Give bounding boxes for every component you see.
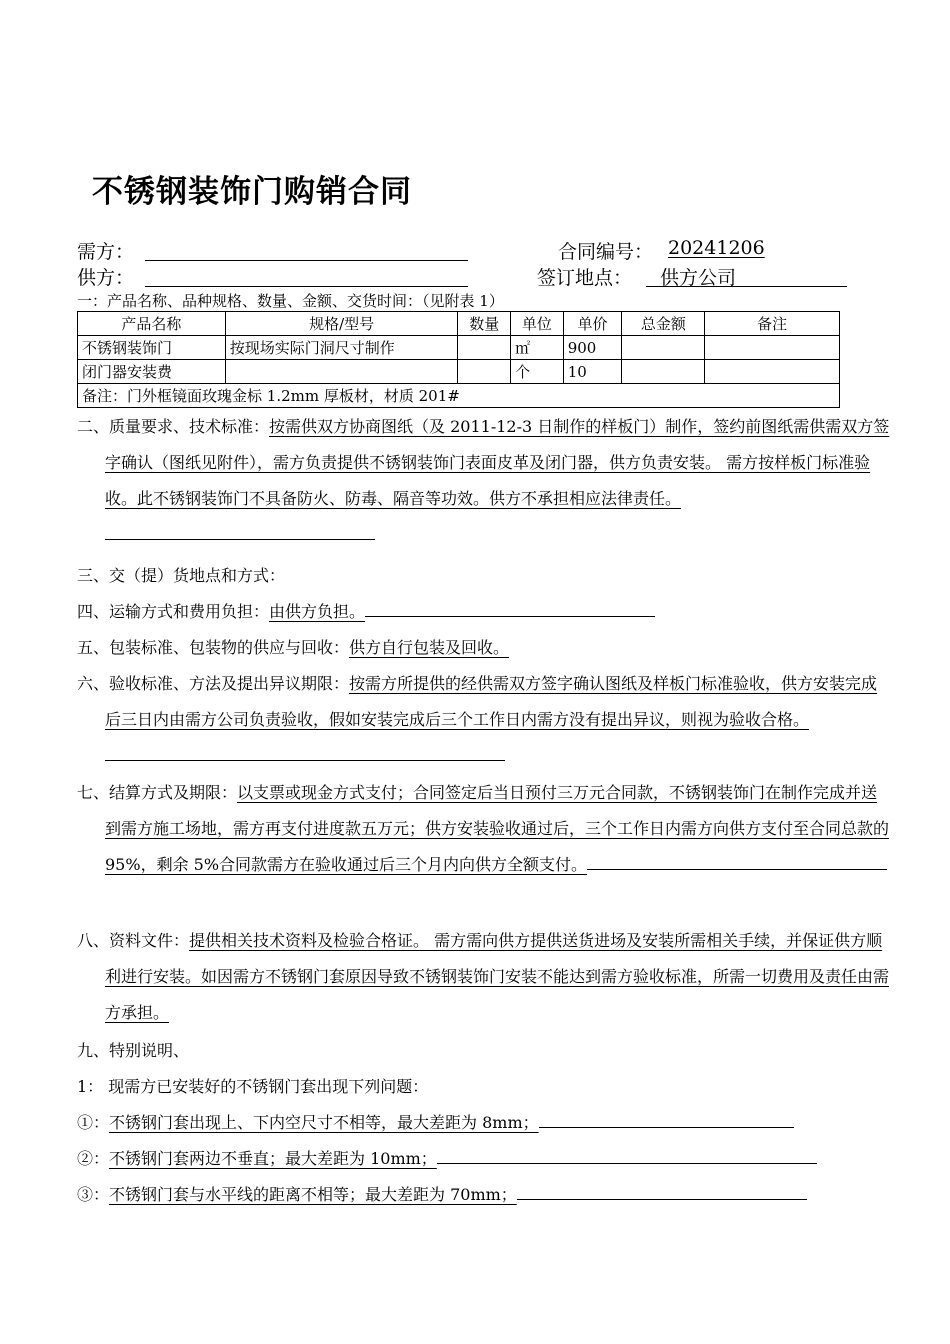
section-1-heading: 一：产品名称、品种规格、数量、金额、交货时间：（见附表 1） bbox=[77, 292, 504, 310]
list-item-text: 不锈钢门套两边不垂直；最大差距为 10mm； bbox=[109, 1149, 437, 1168]
contract-no-value: 20241206 bbox=[668, 237, 765, 259]
list-item-number: ②： bbox=[77, 1149, 110, 1168]
table-cell bbox=[622, 336, 705, 360]
document-title: 不锈钢装饰门购销合同 bbox=[92, 174, 412, 210]
section-8-label: 八、资料文件： bbox=[77, 931, 190, 950]
section-9-point-1-text: 1： 现需方已安装好的不锈钢门套出现下列问题： bbox=[77, 1077, 429, 1096]
table-cell: ㎡ bbox=[511, 336, 564, 360]
section-4-text: 由供方负担。 bbox=[269, 602, 366, 621]
table-cell bbox=[458, 336, 511, 360]
section-7 bbox=[77, 775, 890, 883]
table-header-cell: 总金额 bbox=[622, 312, 705, 336]
section-8-text: 提供相关技术资料及检验合格证。 需方需向供方提供送货进场及安装所需相关手续，并保证供方顺利进行安装。如因需方不锈钢门套原因导致不锈钢装饰门安装不能达到需方验收标准，所需一切费用及责任由需方承担。 bbox=[105, 931, 890, 1022]
table-header-cell: 产品名称 bbox=[78, 312, 226, 336]
table-cell: 按现场实际门洞尺寸制作 bbox=[225, 336, 458, 360]
section-3-label: 三、交（提）货地点和方式： bbox=[77, 566, 286, 585]
list-item-number: ③： bbox=[77, 1185, 110, 1204]
sign-place-value: 供方公司 bbox=[660, 267, 737, 289]
table-cell bbox=[705, 360, 840, 384]
section-8 bbox=[77, 923, 890, 1031]
section-5-label: 五、包装标准、包装物的供应与回收： bbox=[77, 638, 350, 657]
contract-no-label: 合同编号： bbox=[558, 241, 654, 263]
buyer-blank[interactable] bbox=[145, 260, 468, 261]
section-2 bbox=[77, 409, 890, 553]
table-cell bbox=[705, 336, 840, 360]
section-4-blank bbox=[365, 615, 655, 617]
table-row bbox=[78, 336, 840, 360]
list-item bbox=[77, 1141, 862, 1177]
table-cell: 闭门器安装费 bbox=[78, 360, 226, 384]
section-7-text: 以支票或现金方式支付；合同签定后当日预付三万元合同款，不锈钢装饰门在制作完成并送到需方施工场地，需方再支付进度款五万元；供方安装验收通过后，三个工作日内需方向供方支付至合同总款的 95%，剩余 5%合同款需方在验收通过后三个月内向供方全额支付。 bbox=[105, 783, 890, 874]
section-2-text: 按需供双方协商图纸（及 2011-12-3 日制作的样板门）制作，签约前图纸需供需双方签字确认（图纸见附件），需方负责提供不锈钢装饰门表面皮革及闭门器，供方负责安装。 需方按样板门标准验收。此不锈钢装饰门不具备防火、防毒、隔音等功效。供方不承担相应法律责任。 bbox=[105, 417, 890, 508]
table-header-row bbox=[78, 312, 840, 336]
table-cell: 10 bbox=[563, 360, 622, 384]
section-3 bbox=[77, 558, 862, 594]
table-note-row bbox=[78, 384, 840, 408]
list-item bbox=[77, 1105, 862, 1141]
list-item bbox=[77, 1177, 862, 1213]
section-7-blank bbox=[587, 868, 887, 870]
section-2-label: 二、质量要求、技术标准： bbox=[77, 417, 270, 436]
table-header-cell: 单价 bbox=[563, 312, 622, 336]
table-header-cell: 规格/型号 bbox=[225, 312, 458, 336]
section-6-label: 六、验收标准、方法及提出异议期限： bbox=[77, 674, 350, 693]
list-item-number: ①： bbox=[77, 1113, 110, 1132]
table-cell: 不锈钢装饰门 bbox=[78, 336, 226, 360]
buyer-label: 需方： bbox=[77, 241, 135, 263]
section-9 bbox=[77, 1033, 862, 1069]
goods-table bbox=[77, 311, 840, 408]
list-item-blank bbox=[437, 1162, 817, 1164]
table-cell bbox=[458, 360, 511, 384]
seller-label: 供方： bbox=[77, 267, 135, 289]
table-header-cell: 备注 bbox=[705, 312, 840, 336]
section-6-blank bbox=[105, 759, 505, 761]
list-item-text: 不锈钢门套出现上、下内空尺寸不相等，最大差距为 8mm； bbox=[109, 1113, 539, 1132]
table-cell: 个 bbox=[511, 360, 564, 384]
section-7-label: 七、结算方式及期限： bbox=[77, 783, 238, 802]
table-note: 备注：门外框镜面玫瑰金标 1.2mm 厚板材，材质 201# bbox=[78, 384, 840, 408]
section-9-label: 九、特别说明、 bbox=[77, 1041, 190, 1060]
table-header-cell: 单位 bbox=[511, 312, 564, 336]
table-cell bbox=[225, 360, 458, 384]
list-item-text: 不锈钢门套与水平线的距离不相等；最大差距为 70mm； bbox=[109, 1185, 517, 1204]
table-cell: 900 bbox=[563, 336, 622, 360]
section-4-label: 四、运输方式和费用负担： bbox=[77, 602, 270, 621]
seller-blank[interactable] bbox=[145, 286, 468, 287]
table-cell bbox=[622, 360, 705, 384]
list-item-blank bbox=[539, 1126, 794, 1128]
table-row bbox=[78, 360, 840, 384]
sign-place-label: 签订地点： bbox=[537, 267, 633, 289]
section-2-blank bbox=[105, 538, 375, 540]
section-9-point-1 bbox=[77, 1069, 862, 1105]
list-item-blank bbox=[517, 1198, 807, 1200]
section-5 bbox=[77, 630, 862, 666]
section-6 bbox=[77, 666, 890, 774]
section-4 bbox=[77, 594, 862, 630]
section-6-text: 按需方所提供的经供需双方签字确认图纸及样板门标准验收，供方安装完成后三日内由需方公司负责验收，假如安装完成后三个工作日内需方没有提出异议，则视为验收合格。 bbox=[105, 674, 878, 729]
section-5-text: 供方自行包装及回收。 bbox=[349, 638, 510, 657]
table-header-cell: 数量 bbox=[458, 312, 511, 336]
